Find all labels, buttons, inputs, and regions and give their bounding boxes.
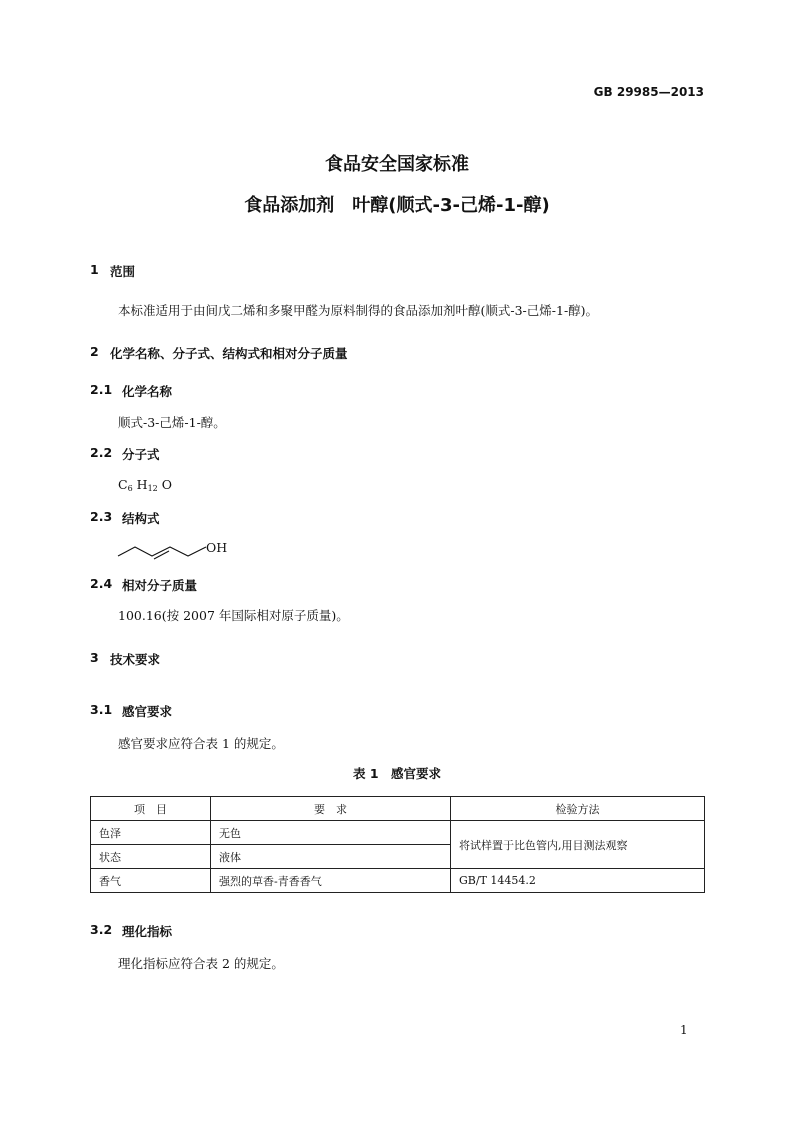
row-requirement: 液体 (211, 845, 451, 869)
section-2-3-number: 2.3 (90, 509, 113, 524)
molecular-formula: $C_6$ $H_{12}$ O (118, 477, 172, 493)
table-row (91, 869, 705, 893)
section-3-2-text: 理化指标应符合表 2 的规定。 (118, 956, 284, 971)
chemical-name: 顺式-3-己烯-1-醇。 (118, 415, 226, 430)
header-method: 检验方法 (451, 797, 705, 821)
section-2-3-heading: 结构式 (122, 511, 160, 526)
table-row (91, 821, 705, 845)
section-2-heading: 化学名称、分子式、结构式和相对分子质量 (110, 346, 348, 361)
section-2-4-heading: 相对分子质量 (122, 578, 198, 593)
section-3-1-number: 3.1 (90, 702, 113, 717)
row-method: GB/T 14454.2 (451, 869, 705, 893)
section-2-1-heading: 化学名称 (122, 384, 173, 399)
row-requirement: 强烈的草香-青香香气 (211, 869, 451, 893)
section-1-number: 1 (90, 262, 99, 277)
section-3-heading: 技术要求 (110, 652, 161, 667)
section-2-2-number: 2.2 (90, 445, 113, 460)
section-2-4-number: 2.4 (90, 576, 113, 591)
hydroxyl-label: OH (206, 540, 228, 555)
header-item: 项 目 (91, 797, 211, 821)
merged-method-cell: 将试样置于比色管内,用目测法观察 (451, 821, 705, 869)
row-requirement: 无色 (211, 821, 451, 845)
standard-number: GB 29985—2013 (593, 85, 704, 99)
document-title: 食品安全国家标准 (325, 154, 469, 175)
table-1-caption: 表 1 感官要求 (352, 766, 442, 781)
document-subtitle: 食品添加剂 叶醇(顺式-3-己烯-1-醇) (244, 195, 550, 216)
section-1-heading: 范围 (110, 264, 136, 279)
header-requirement: 要 求 (211, 797, 451, 821)
sensory-requirements-table (90, 796, 705, 893)
row-item: 香气 (91, 869, 211, 893)
row-item: 色泽 (91, 821, 211, 845)
row-item: 状态 (91, 845, 211, 869)
section-3-number: 3 (90, 650, 99, 665)
section-3-1-heading: 感官要求 (122, 704, 173, 719)
section-2-number: 2 (90, 344, 99, 359)
molecular-mass-text: 100.16(按 2007 年国际相对原子质量)。 (118, 608, 349, 623)
page-number: 1 (680, 1023, 688, 1037)
section-3-1-text: 感官要求应符合表 1 的规定。 (118, 736, 284, 751)
section-2-1-number: 2.1 (90, 382, 113, 397)
section-3-2-heading: 理化指标 (122, 924, 173, 939)
section-3-2-number: 3.2 (90, 922, 113, 937)
section-1-text: 本标准适用于由间戊二烯和多聚甲醛为原料制得的食品添加剂叶醇(顺式-3-己烯-1-醇)。 (118, 303, 599, 318)
section-2-2-heading: 分子式 (122, 447, 160, 462)
table-header-row (91, 797, 705, 821)
